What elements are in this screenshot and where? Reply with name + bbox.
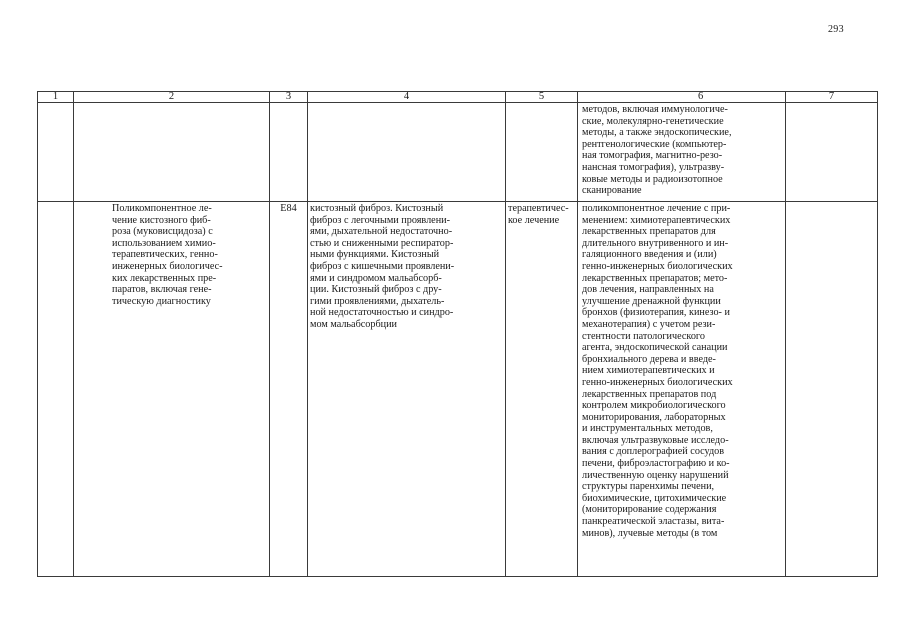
care-type-text: Поликомпонентное ле- чение кистозного фиб- роза (муковисцидоза) с использованием химио- терапевтических, генно- инженерных биологичес- ких лекарственных пре- паратов, включая гене- тическую диагностику [112,203,223,307]
cell-empty [308,103,506,202]
treatment-method-text: поликомпонентное лечение с при- менением: химиотерапевтических лекарственных препаратов для длительного внутривенного и ин- галяционного введения и (или) генно-инженерных биологических лекарственных препаратов; мето- дов лечения, направленных на улучшение дренажной функции бронхов (физиотерапия, кинезо- и механотерапия) с учетом рези- стентности патологического агента, эндоскопической санации бронхиального дерева и введе- нием химиотерапевтических и генно-инженерных биологических лекарственных препаратов под контролем микробиологического мониторирования, лабораторных и инструментальных методов, включая ультразвуковые исследо- вания с доплерографией сосудов печени, фиброэластографию и ко- личественную оценку нарушений структуры паренхимы печени, биохимические, цитохимические (мониторирование содержания панкреатической эластазы, вита- минов), лучевые методы (в том [582,203,733,539]
column-number-1: 1 [38,92,74,103]
cell-empty [506,103,578,202]
column-number-3: 3 [270,92,308,103]
medical-care-table [37,91,878,577]
cell-treatment-type [506,202,578,577]
column-number-7: 7 [786,92,878,103]
column-number-5: 5 [506,92,578,103]
column-number-4: 4 [308,92,506,103]
cell-treatment-method [578,202,786,577]
column-number-2: 2 [74,92,270,103]
cell-empty [786,202,878,577]
methods-continuation-text: методов, включая иммунологиче- ские, молекулярно-генетические методы, а также эндоскопические, рентгенологические (компьютер- ная томография, магнитно-резо- нансная томография), ультразву- ковые методы и радиоизотопное сканирование [582,104,732,197]
cell-icd-code [270,202,308,577]
icd-code-text: E84 [280,203,297,214]
cell-empty [38,202,74,577]
cell-care-type [74,202,270,577]
cell-empty [38,103,74,202]
treatment-type-text: терапевтичес- кое лечение [508,203,569,226]
cell-empty [270,103,308,202]
cell-methods-continuation [578,103,786,202]
diagnosis-text: кистозный фиброз. Кистозный фиброз с легочными проявлени- ями, дыхательной недостаточно- стью и сниженными респиратор- ными функциями. Кистозный фиброз с кишечными проявлени- ями и синдромом мальабсорб- ции. Кистозный фиброз с дру- гими проявлениями, дыхатель- ной недостаточностью и синдро- мом мальабсорбции [310,203,455,330]
page-number: 293 [828,24,844,35]
column-number-6: 6 [578,92,786,103]
column-number-row [38,92,878,103]
cell-empty [74,103,270,202]
cell-diagnosis [308,202,506,577]
table-row-continuation [38,103,878,202]
table-row-cystic-fibrosis [38,202,878,577]
cell-empty [786,103,878,202]
